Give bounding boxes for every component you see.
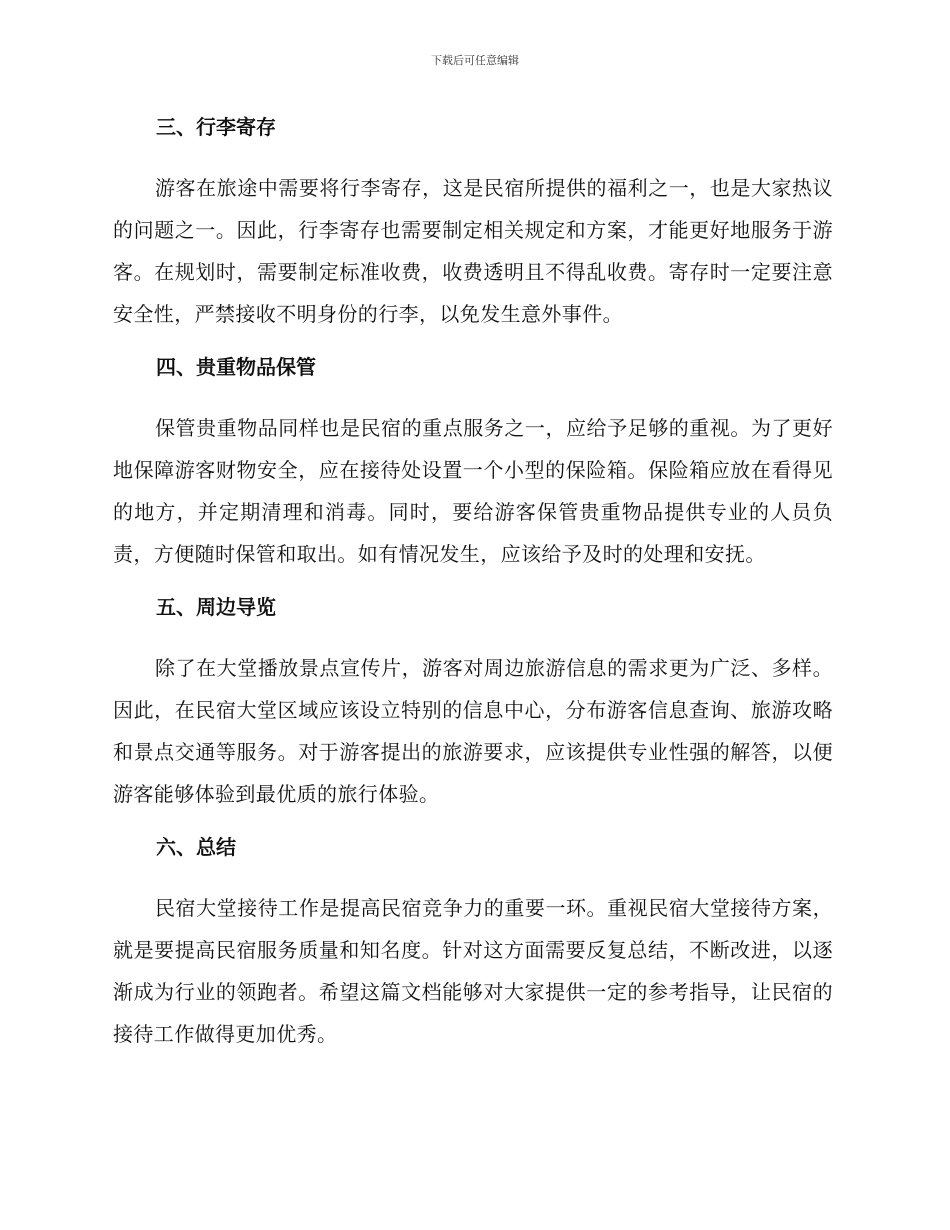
section-summary [113, 832, 833, 1055]
section-heading: 三、行李寄存 [156, 115, 276, 139]
section-paragraph: 保管贵重物品同样也是民宿的重点服务之一，应给予足够的重视。为了更好地保障游客财物安全，应在接待处设置一个小型的保险箱。保险箱应放在看得见的地方，并定期清理和消毒。同时，要给游客保管贵重物品提供专业的人员负责，方便随时保管和取出。如有情况发生，应该给予及时的处理和安抚。 [113, 416, 833, 566]
section-paragraph: 民宿大堂接待工作是提高民宿竞争力的重要一环。重视民宿大堂接待方案，就是要提高民宿服务质量和知名度。针对这方面需要反复总结，不断改进，以逐渐成为行业的领跑者。希望这篇文档能够对大家提供一定的参考指导，让民宿的接待工作做得更加优秀。 [113, 896, 833, 1046]
document-body [113, 112, 833, 1072]
section-luggage-storage [113, 112, 833, 335]
section-heading: 五、周边导览 [156, 595, 276, 619]
page-header: 下载后可任意编辑 [431, 54, 519, 67]
section-local-guide [113, 592, 833, 815]
section-valuables-storage [113, 352, 833, 575]
section-heading: 四、贵重物品保管 [156, 355, 316, 379]
section-paragraph: 除了在大堂播放景点宣传片，游客对周边旅游信息的需求更为广泛、多样。因此，在民宿大堂区域应该设立特别的信息中心，分布游客信息查询、旅游攻略和景点交通等服务。对于游客提出的旅游要求，应该提供专业性强的解答，以便游客能够体验到最优质的旅行体验。 [113, 656, 833, 806]
section-paragraph: 游客在旅途中需要将行李寄存，这是民宿所提供的福利之一，也是大家热议的问题之一。因此，行李寄存也需要制定相关规定和方案，才能更好地服务于游客。在规划时，需要制定标准收费，收费透明且不得乱收费。寄存时一定要注意安全性，严禁接收不明身份的行李，以免发生意外事件。 [113, 176, 833, 326]
section-heading: 六、总结 [156, 835, 236, 859]
